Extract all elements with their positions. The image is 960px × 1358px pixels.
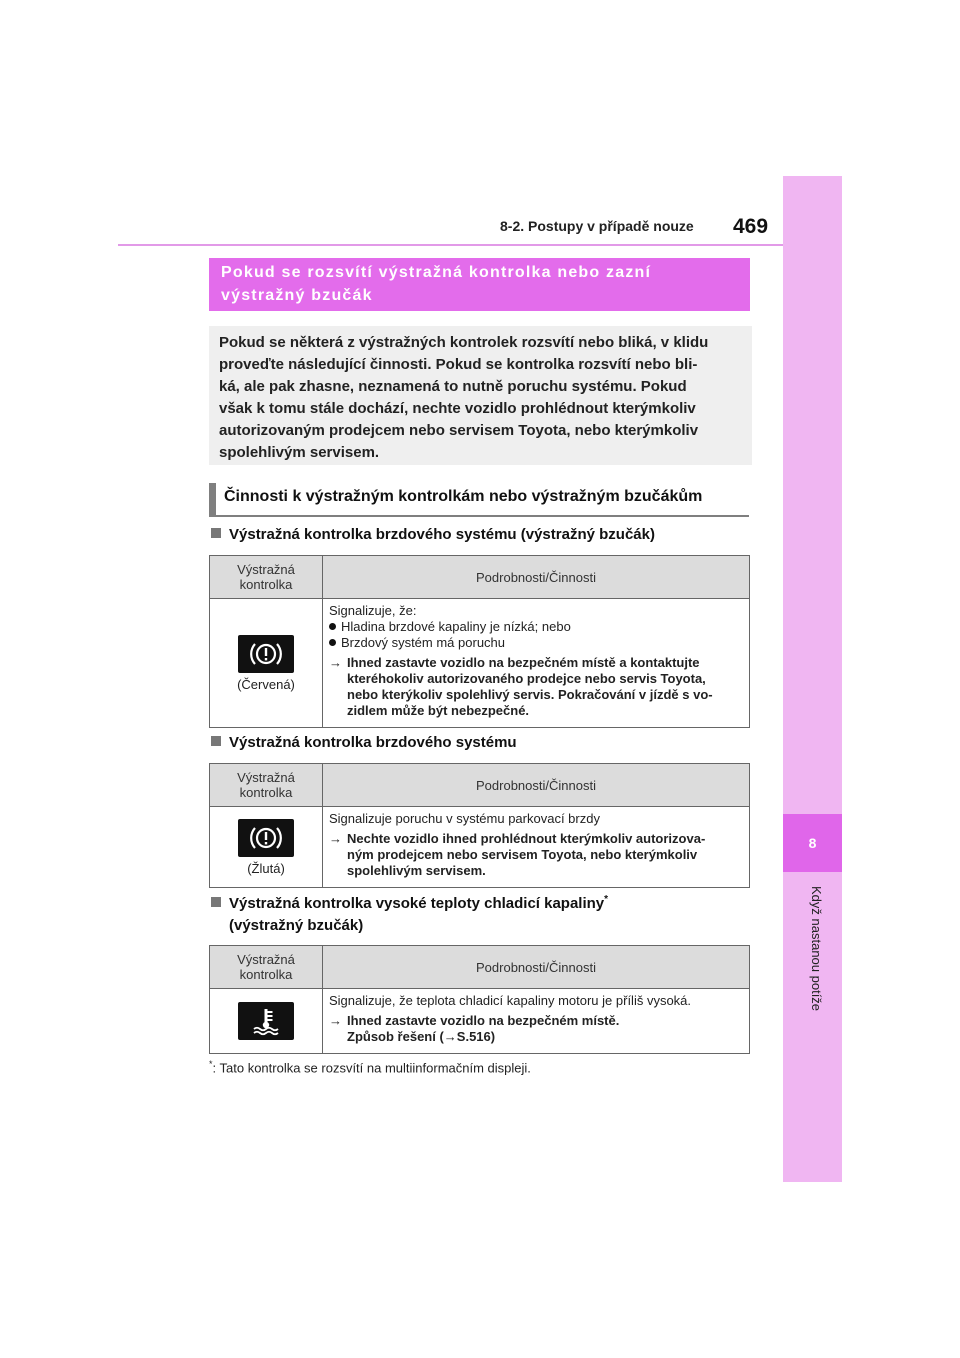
header-warning-light: Výstražná kontrolka (210, 556, 323, 598)
square-bullet-icon (211, 528, 221, 538)
action-instruction: → Nechte vozidlo ihned prohlédnout kterýmkoliv autorizova- ným prodejcem nebo servisem Toyota, nebo kterýmkoliv spolehlivým servisem. (329, 831, 706, 878)
square-bullet-icon (211, 897, 221, 907)
section-heading-brake-red: Výstražná kontrolka brzdového systému (výstražný bzučák) (211, 526, 655, 543)
bullet-icon (329, 639, 336, 646)
icon-color-label: (Červená) (237, 676, 295, 692)
chapter-title: Když nastanou potíže (809, 886, 824, 1012)
warning-light-cell (210, 807, 323, 887)
brake-warning-icon (238, 635, 294, 673)
subsection-title: Činnosti k výstražným kontrolkám nebo výstražným bzučákům (209, 483, 749, 517)
table-row (210, 599, 749, 727)
bullet-icon (329, 623, 336, 630)
section-title: 8-2. Postupy v případě nouze (500, 218, 694, 234)
warning-light-cell (210, 599, 323, 727)
warning-table-brake-red (209, 555, 750, 728)
header-rule (118, 244, 783, 246)
title-line-1: Pokud se rozsvítí výstražná kontrolka nebo zazní (221, 264, 652, 281)
action-instruction: → Ihned zastavte vozidlo na bezpečném místě. Způsob řešení (→S.516) (329, 1013, 620, 1044)
section-heading-coolant: Výstražná kontrolka vysoké teploty chladicí kapaliny* (211, 894, 608, 912)
intro-line: spolehlivým servisem. (219, 444, 380, 461)
header-details: Podrobnosti/Činnosti (476, 959, 596, 975)
intro-line: ká, ale pak zhasne, neznamená to nutně poruchu systému. Pokud (219, 378, 687, 395)
header-details: Podrobnosti/Činnosti (476, 569, 596, 585)
chapter-number-tab[interactable]: 8 (783, 814, 842, 872)
details-cell: Signalizuje, že teplota chladicí kapaliny motoru je příliš vysoká. → Ihned zastavte vozidlo na bezpečném místě. Způsob řešení (→S.516) (323, 989, 749, 1053)
section-heading-brake-yellow: Výstražná kontrolka brzdového systému (211, 734, 517, 751)
intro-paragraph (209, 326, 752, 465)
warning-light-cell (210, 989, 323, 1053)
square-bullet-icon (211, 736, 221, 746)
warning-table-coolant (209, 945, 750, 1054)
intro-line: však k tomu stále dochází, nechte vozidlo prohlédnout kterýmkoliv (219, 400, 696, 417)
arrow-right-icon: → (329, 655, 342, 670)
details-cell: Signalizuje poruchu v systému parkovací brzdy → Nechte vozidlo ihned prohlédnout kterýmkoliv autorizova- ným prodejcem nebo servisem Toyota, nebo kterýmkoliv spolehlivým servisem. (323, 807, 749, 887)
arrow-right-icon: → (329, 1013, 342, 1028)
details-cell: Signalizuje, že: Hladina brzdové kapaliny je nízká; nebo Brzdový systém má poruchu → Ihned zastavte vozidlo na bezpečném místě a kontaktujte kteréhokoliv autorizovaného prodejce nebo servis Toyota, nebo kterýkoliv spolehlivý servis. Pokračování v jízdě s vo- zidlem může být nebezpečné. (323, 599, 749, 727)
table-row (210, 989, 749, 1053)
intro-line: autorizovaným prodejcem nebo servisem Toyota, nebo kterýmkoliv (219, 422, 699, 439)
header-warning-light: Výstražná kontrolka (210, 764, 323, 806)
intro-line: proveďte následující činnosti. Pokud se kontrolka rozsvítí nebo bli- (219, 356, 698, 373)
icon-color-label: (Žlutá) (247, 860, 285, 876)
intro-line: Pokud se některá z výstražných kontrolek rozsvítí nebo bliká, v klidu (219, 334, 709, 351)
page-reference-link[interactable]: Způsob řešení (→S.516) (347, 1029, 496, 1044)
title-line-2: výstražný bzučák (221, 287, 373, 304)
coolant-temperature-icon (238, 1002, 294, 1040)
arrow-right-icon: → (329, 831, 342, 846)
page-number: 469 (733, 215, 769, 238)
action-instruction: → Ihned zastavte vozidlo na bezpečném místě a kontaktujte kteréhokoliv autorizovaného prodejce nebo servis Toyota, nebo kterýkoliv spolehlivý servis. Pokračování v jízdě s vo- zidlem může být nebezpečné. (329, 655, 713, 718)
header-details: Podrobnosti/Činnosti (476, 777, 596, 793)
brake-warning-icon (238, 819, 294, 857)
warning-table-brake-yellow (209, 763, 750, 888)
table-header-row (210, 556, 749, 599)
table-row (210, 807, 749, 887)
section-title-box (209, 258, 750, 311)
table-header-row (210, 946, 749, 989)
footnote: *: Tato kontrolka se rozsvítí na multiinformačním displeji. (209, 1059, 531, 1076)
section-heading-coolant-line2: (výstražný bzučák) (229, 917, 364, 934)
table-header-row (210, 764, 749, 807)
header-warning-light: Výstražná kontrolka (210, 946, 323, 988)
